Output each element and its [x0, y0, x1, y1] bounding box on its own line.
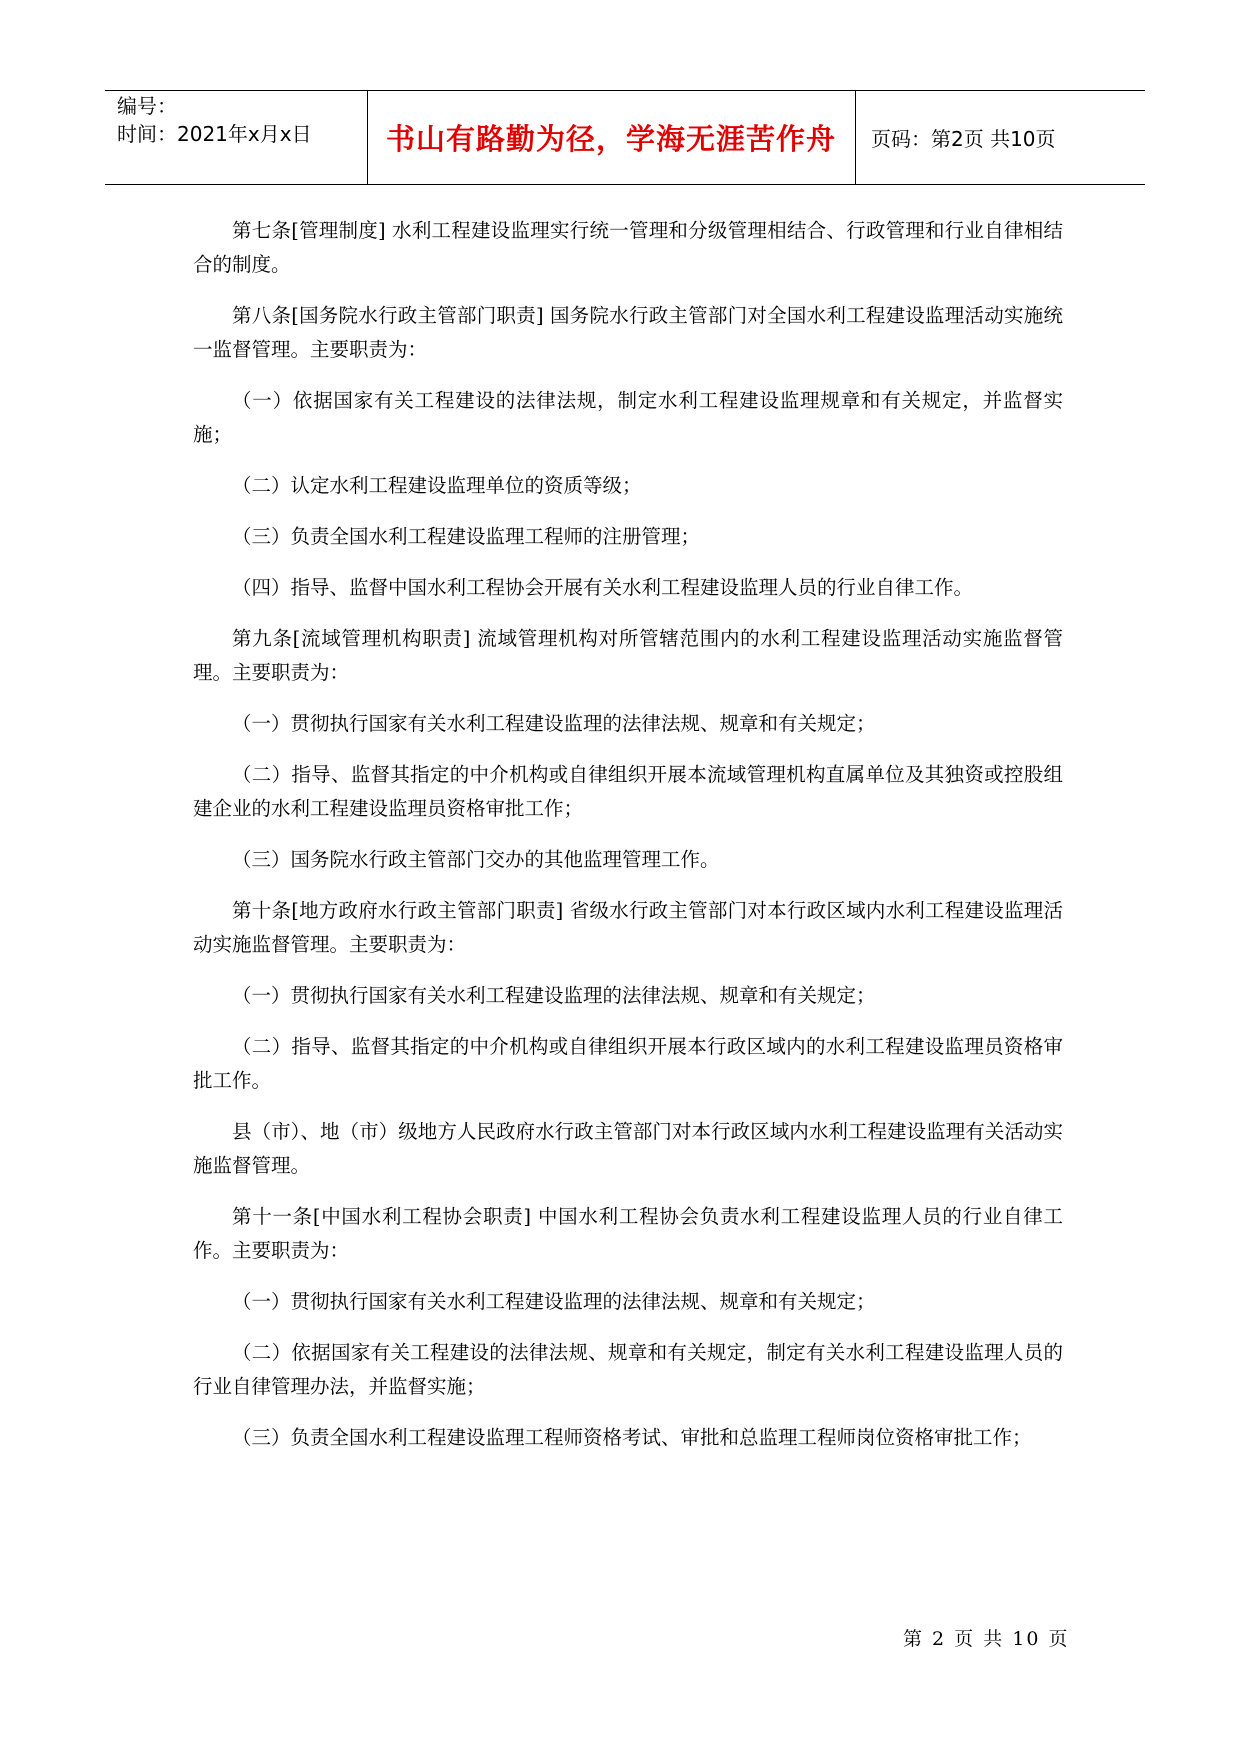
paragraph: （三）国务院水行政主管部门交办的其他监理管理工作。: [232, 848, 720, 871]
document-number-label: 编号：: [117, 94, 177, 118]
paragraph: （二）依据国家有关工程建设的法律法规、规章和有关规定，制定有关水利工程建设监理人员的行业自律管理办法，并监督实施；: [193, 1341, 1063, 1398]
paragraph: 第九条[流域管理机构职责] 流域管理机构对所管辖范围内的水利工程建设监理活动实施监督管理。主要职责为：: [193, 627, 1063, 684]
paragraph: 第十条[地方政府水行政主管部门职责] 省级水行政主管部门对本行政区域内水利工程建设监理活动实施监督管理。主要职责为：: [193, 899, 1063, 956]
paragraph: 第十一条[中国水利工程协会职责] 中国水利工程协会负责水利工程建设监理人员的行业自律工作。主要职责为：: [193, 1205, 1063, 1262]
paragraph: （二）指导、监督其指定的中介机构或自律组织开展本流域管理机构直属单位及其独资或控股组建企业的水利工程建设监理员资格审批工作；: [193, 763, 1063, 820]
header-meta: [117, 91, 372, 184]
paragraph: 第七条[管理制度] 水利工程建设监理实行统一管理和分级管理相结合、行政管理和行业自律相结合的制度。: [193, 219, 1063, 276]
document-body: [193, 214, 1063, 1472]
paragraph: （一）依据国家有关工程建设的法律法规，制定水利工程建设监理规章和有关规定，并监督实施；: [193, 389, 1063, 446]
paragraph: （三）负责全国水利工程建设监理工程师资格考试、审批和总监理工程师岗位资格审批工作；: [232, 1426, 1032, 1449]
paragraph: （二）认定水利工程建设监理单位的资质等级；: [232, 474, 642, 497]
paragraph: （三）负责全国水利工程建设监理工程师的注册管理；: [232, 525, 701, 548]
page-header: [105, 90, 1145, 185]
paragraph: （四）指导、监督中国水利工程协会开展有关水利工程建设监理人员的行业自律工作。: [232, 576, 974, 599]
header-page-number: 页码：第2页 共10页: [871, 127, 1056, 151]
paragraph: （一）贯彻执行国家有关水利工程建设监理的法律法规、规章和有关规定；: [232, 712, 876, 735]
page-footer: 第 2 页 共 10 页: [903, 1628, 1070, 1650]
paragraph: 县（市）、地（市）级地方人民政府水行政主管部门对本行政区域内水利工程建设监理有关活动实施监督管理。: [193, 1120, 1063, 1177]
paragraph: （一）贯彻执行国家有关水利工程建设监理的法律法规、规章和有关规定；: [232, 1290, 876, 1313]
paragraph: （二）指导、监督其指定的中介机构或自律组织开展本行政区域内的水利工程建设监理员资格审批工作。: [193, 1035, 1063, 1092]
header-motto: 书山有路勤为径，学海无涯苦作舟: [385, 122, 836, 156]
document-time-label: 时间：2021年x月x日: [117, 122, 312, 146]
paragraph: 第八条[国务院水行政主管部门职责] 国务院水行政主管部门对全国水利工程建设监理活动实施统一监督管理。主要职责为：: [193, 304, 1063, 361]
paragraph: （一）贯彻执行国家有关水利工程建设监理的法律法规、规章和有关规定；: [232, 984, 876, 1007]
header-divider-right: [855, 91, 856, 184]
